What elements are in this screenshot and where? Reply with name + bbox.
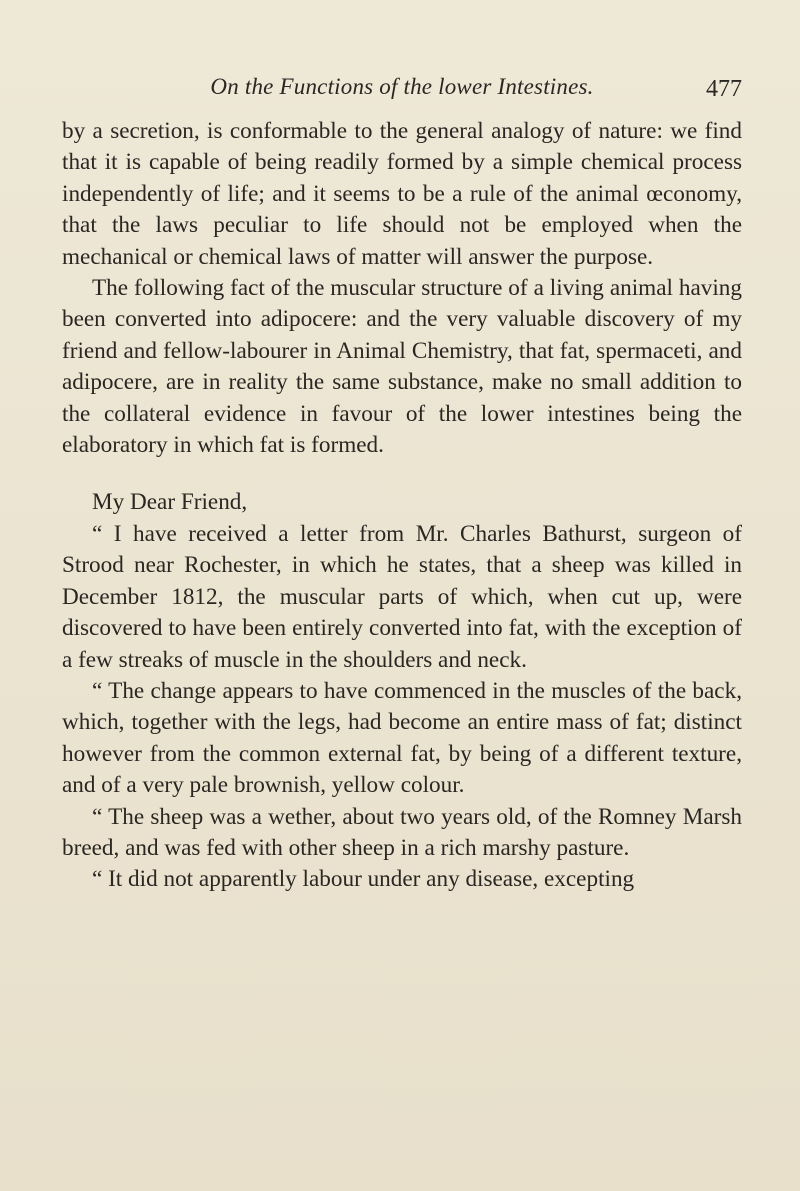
running-title: On the Functions of the lower Intestines. <box>210 74 594 99</box>
letter-salutation: My Dear Friend, <box>92 489 248 516</box>
body-text <box>62 116 742 896</box>
letter-paragraph: “ The change appears to have commenced in the muscles of the back, which, together with the legs, had become an entire mass of fat; distinct however from the common external fat, by being of a different texture, and of a very pale brownish, yellow colour. <box>62 677 742 799</box>
letter-paragraph: “ It did not apparently labour under any disease, excepting <box>92 866 635 893</box>
page-number: 477 <box>706 76 742 102</box>
page-header <box>62 72 742 108</box>
letter-paragraph: “ I have received a letter from Mr. Charles Bathurst, surgeon of Strood near Rochester, in which he states, that a sheep was killed in December 1812, the muscular parts of which, when cut up, were discovered to have been entirely converted into fat, with the exception of a few streaks of muscle in the shoulders and neck. <box>62 520 742 673</box>
paragraph-continuation: by a secretion, is conformable to the general analogy of nature: we find that it is capable of being readily formed by a simple chemical process independently of life; and it seems to be a rule of the animal œconomy, that the laws peculiar to life should not be employed when the mechanical or chemical laws of matter will answer the purpose. <box>62 118 742 270</box>
paragraph-adipocere: The following fact of the muscular structure of a living animal having been converted into adipocere: and the very valuable discovery of my friend and fellow-labourer in Animal Chemistry, that fat, spermaceti, and adipocere, are in reality the same substance, make no small addition to the collateral evidence in favour of the lower intestines being the elaboratory in which fat is formed. <box>62 275 742 459</box>
letter-paragraph: “ The sheep was a wether, about two years old, of the Romney Marsh breed, and was fed with other sheep in a rich marshy pasture. <box>62 803 742 861</box>
